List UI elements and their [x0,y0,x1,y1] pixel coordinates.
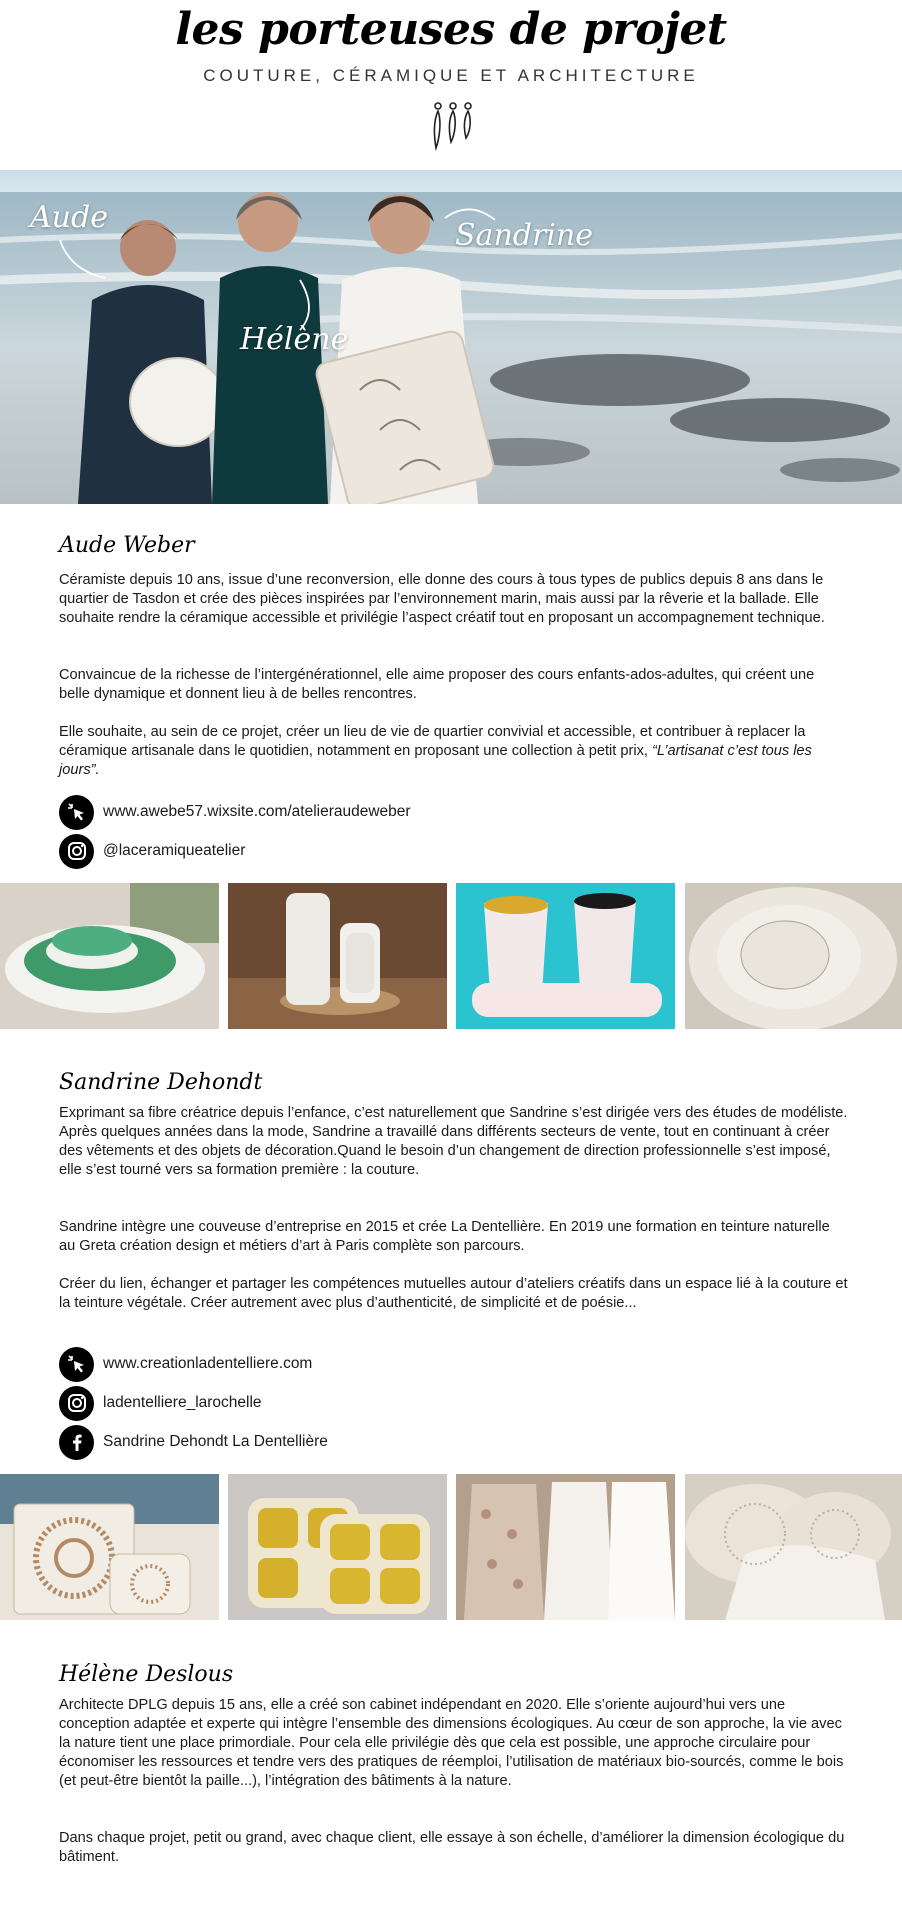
gallery-photo-cups [456,883,675,1029]
aude-instagram-text[interactable]: @laceramiqueatelier [103,842,246,859]
helene-name: Hélène Deslous [59,1662,234,1687]
sandrine-gallery [0,1474,902,1620]
header [0,0,902,170]
aude-paragraph-2: Convaincue de la richesse de l’intergénérationnel, elle aime proposer des cours enfants-ados-adultes, qui créent une belle dynamique et donnent lieu à de belles rencontres. [59,667,815,702]
gallery-photo-lace-bags [0,1474,219,1620]
hero-name-helene: Hélène [240,322,349,357]
sandrine-facebook-link[interactable] [59,1424,328,1460]
aude-instagram-link[interactable] [59,833,245,869]
hero-photo [0,170,902,504]
instagram-icon [59,834,94,869]
helene-paragraph-1: Architecte DPLG depuis 15 ans, elle a créé son cabinet indépendant en 2020. Elle s’oriente aujourd’hui vers une conception adaptée et experte qui intègre l’ensemble des dimensions écologiques. Au cœur de son approche, la vie avec la nature tient une place primordiale. Pour cela elle privilégie dès que cela est possible, une approche circulaire pour économiser les ressources et tendre vers des pratiques de réemploi, l’utilisation de matériaux bio-sourcés, comme le bois (et peut-être bientôt la paille...), l’intégration des bâtiments à la nature. [59,1697,844,1789]
facebook-icon [59,1425,94,1460]
site-title: les porteuses de projet [175,4,727,55]
site-subtitle: COUTURE, CÉRAMIQUE ET ARCHITECTURE [203,66,699,85]
aude-paragraph-3 [59,723,849,780]
sandrine-paragraph-3: Créer du lien, échanger et partager les compétences mutuelles autour d’ateliers créatifs dans un espace lié à la couture et la teinture végétale. Créer autrement avec plus d’authenticité, de simplicité et de poésie... [59,1276,848,1311]
logo-icon [429,100,477,152]
sandrine-website-text[interactable]: www.creationladentelliere.com [103,1355,313,1372]
hero-name-aude: Aude [30,200,108,235]
helene-paragraph-2: Dans chaque projet, petit ou grand, avec chaque client, elle essaye à son échelle, d’améliorer la dimension écologique du bâtiment. [59,1830,845,1865]
gallery-photo-white-vases [228,883,447,1029]
beach-photo [0,170,902,504]
gallery-photo-clothes [456,1474,675,1620]
aude-paragraph-3-text: Elle souhaite, au sein de ce projet, créer un lieu de vie de quartier convivial et accessible, et contribuer à replacer la céramique artisanale dans le quotidien, notamment en proposant une collection à petit prix, [59,724,806,759]
aude-website-link[interactable] [59,794,411,830]
aude-name: Aude Weber [59,533,195,558]
cursor-click-icon [59,795,94,830]
sandrine-paragraph-2: Sandrine intègre une couveuse d’entreprise en 2015 et crée La Dentellière. En 2019 une formation en teinture naturelle au Greta création design et métiers d’art à Paris complète son parcours. [59,1219,830,1254]
sandrine-website-link[interactable] [59,1346,312,1382]
gallery-photo-lace-pillows [685,1474,902,1620]
instagram-icon [59,1386,94,1421]
gallery-photo-white-dishes [685,883,902,1029]
sandrine-facebook-text[interactable]: Sandrine Dehondt La Dentellière [103,1433,328,1450]
sandrine-instagram-text[interactable]: ladentelliere_larochelle [103,1394,262,1411]
hero-name-sandrine: Sandrine [455,218,593,253]
gallery-photo-green-plates [0,883,219,1029]
sandrine-instagram-link[interactable] [59,1385,262,1421]
aude-gallery [0,883,902,1029]
aude-website-text[interactable]: www.awebe57.wixsite.com/atelieraudeweber [103,803,411,820]
sandrine-name: Sandrine Dehondt [59,1070,263,1095]
aude-paragraph-1: Céramiste depuis 10 ans, issue d’une reconversion, elle donne des cours à tous types de publics depuis 8 ans dans le quartier de Tasdon et crée des pièces inspirées par l’environnement marin, mais aussi par la rêverie et la ballade. Elle souhaite rendre la céramique accessible et privilégie l’aspect créatif tout en proposant un accompagnement technique. [59,572,825,626]
aude-quote: “L’artisanat c’est tous les jours”. [59,743,812,778]
gallery-photo-yellow-cushions [228,1474,447,1620]
sandrine-paragraph-1: Exprimant sa fibre créatrice depuis l’enfance, c’est naturellement que Sandrine s’est dirigée vers des études de modéliste. Après quelques années dans la mode, Sandrine a travaillé dans différents secteurs de vente, tout en continuant à créer des vêtements et des objets de décoration.Quand le besoin d’un changement de direction professionnelle s’est imposé, elle s’est tourné vers sa formation première : la couture. [59,1105,848,1178]
cursor-click-icon [59,1347,94,1382]
